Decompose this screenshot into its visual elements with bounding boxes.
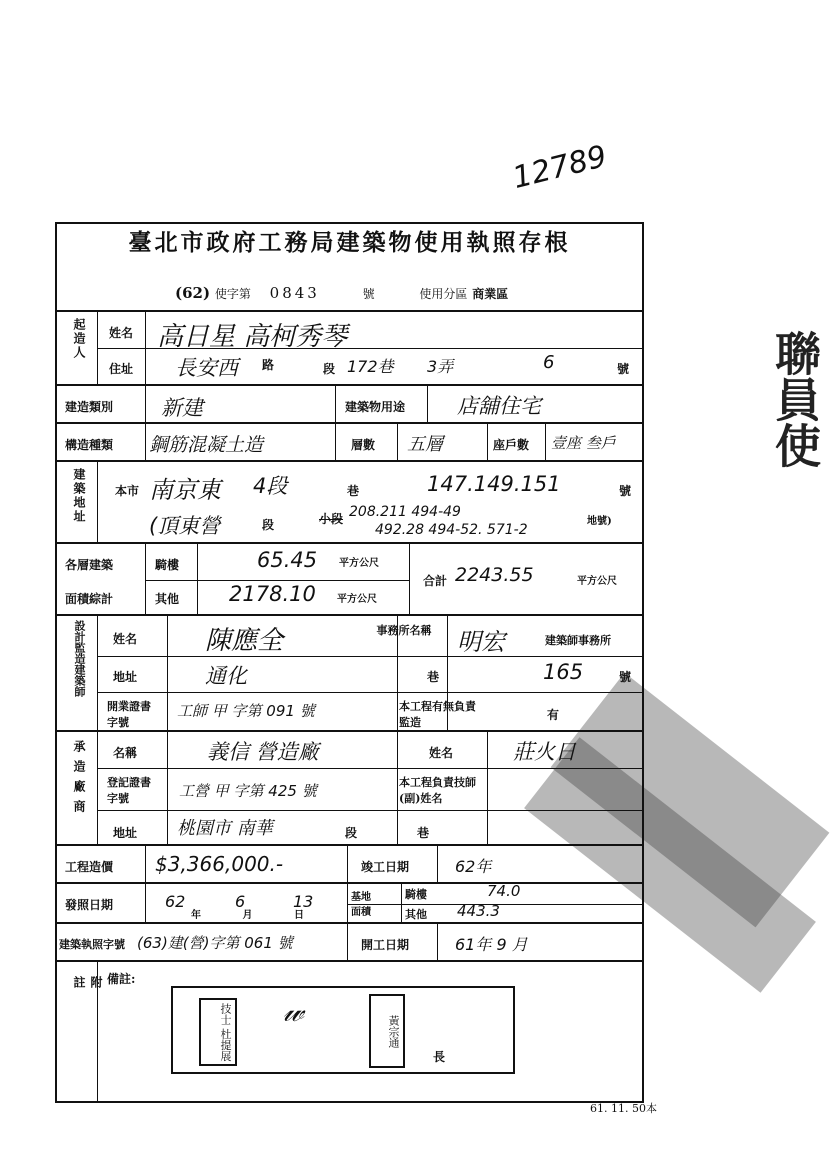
- architect-group-label: 設計監造建築師: [73, 620, 86, 697]
- notes-side-label: 附註: [72, 976, 103, 1058]
- supervision-value: 有: [547, 708, 560, 722]
- license-number-line: [175, 284, 508, 302]
- site-group-label: 建築地址: [72, 468, 86, 524]
- site-arcade-label: 騎樓: [405, 888, 427, 901]
- divider: [145, 846, 146, 884]
- handwritten-signature: 𝓌: [283, 994, 304, 1029]
- contractor-section-label: 段: [345, 826, 358, 840]
- zone-value: 商業區: [472, 287, 509, 301]
- address-label: 住址: [109, 362, 134, 376]
- applicant-number: 6: [543, 352, 555, 373]
- area-group-label-1: 各層建築: [65, 558, 114, 572]
- divider: [97, 616, 98, 732]
- divider: [145, 884, 146, 924]
- divider: [97, 692, 642, 693]
- divider: [145, 424, 146, 462]
- contractor-reg-label: 登記證書字號: [107, 776, 151, 805]
- category-label: 建造類別: [65, 400, 114, 414]
- divider: [397, 732, 398, 846]
- area-section: [57, 542, 642, 616]
- divider: [97, 768, 642, 769]
- architect-number-suffix: 號: [619, 670, 632, 684]
- architect-address-label: 地址: [113, 670, 138, 684]
- supervision-label: 本工程有無負責監造: [399, 700, 476, 729]
- land-section-label: 段: [262, 518, 275, 532]
- divider: [145, 312, 146, 386]
- cost-value: $3,366,000.-: [155, 852, 284, 876]
- divider: [167, 616, 168, 732]
- completion-value: 62年: [455, 857, 492, 876]
- total-unit: 平方公尺: [577, 576, 617, 587]
- applicant-name: 高日星 高柯秀琴: [157, 322, 348, 352]
- applicant-alley: 3弄: [427, 357, 454, 376]
- license-suffix: 號: [362, 287, 375, 301]
- building-license-label: 建築執照字號: [59, 938, 125, 951]
- site-section-number: 4段: [253, 474, 288, 498]
- contractor-reg-value: 工營 甲 字第 425 號: [179, 782, 317, 800]
- divider: [97, 312, 98, 386]
- divider: [427, 386, 428, 424]
- office-suffix: 建築師事務所: [545, 634, 611, 647]
- land-numbers-1: 208.211 494-49: [349, 504, 461, 520]
- issue-date-units: 年 月 日: [191, 910, 304, 921]
- office-label: 事務所名稱: [376, 624, 432, 637]
- road-label: 路: [262, 358, 275, 372]
- divider: [347, 924, 348, 962]
- issue-year: 62: [165, 892, 186, 911]
- remarks-label: 備註:: [107, 972, 136, 986]
- divider: [487, 732, 488, 846]
- arcade-area: 65.45: [257, 548, 318, 572]
- units-value: 壹座 叁戶: [551, 434, 616, 452]
- applicant-lane: 172巷: [347, 357, 394, 376]
- section-label: 段: [323, 362, 336, 376]
- land-small-section-label: 小段: [319, 512, 344, 526]
- divider: [97, 462, 98, 544]
- divider: [145, 580, 409, 581]
- zone-label: 使用分區: [419, 287, 468, 301]
- contractor-name-label: 名稱: [113, 746, 138, 760]
- divider: [335, 386, 336, 424]
- divider: [487, 424, 488, 462]
- license-form: [55, 222, 644, 1103]
- other-unit: 平方公尺: [337, 594, 377, 605]
- land-numbers-2: 492.28 494-52. 571-2: [375, 522, 528, 538]
- contractor-section: [57, 730, 642, 846]
- floors-value: 五層: [407, 434, 443, 455]
- land-suffix: 地號): [587, 516, 612, 527]
- chief-mark: 長: [433, 1050, 446, 1064]
- architect-name: 陳應全: [205, 626, 284, 656]
- license-prefix: (62): [175, 284, 211, 302]
- other-area: 2178.10: [229, 582, 316, 606]
- land-prefix: (頂東營: [149, 514, 221, 538]
- architect-name-label: 姓名: [113, 632, 138, 646]
- archive-number: 12789: [509, 138, 611, 197]
- divider: [409, 544, 410, 616]
- site-road: 南京東: [149, 476, 221, 504]
- license-word: 使字第: [214, 287, 251, 301]
- contractor-person: 莊火日: [513, 740, 576, 764]
- use-label: 建築物用途: [345, 400, 406, 414]
- office-name: 明宏: [457, 628, 505, 656]
- structure-row: [57, 422, 642, 462]
- arcade-unit: 平方公尺: [339, 558, 379, 569]
- notes-section: [57, 960, 642, 1103]
- issue-month: 6: [235, 892, 246, 911]
- site-arcade-area: 74.0: [487, 882, 521, 900]
- director-seal: 黃宗通: [369, 994, 405, 1068]
- divider: [545, 424, 546, 462]
- form-title: 臺北市政府工務局建築物使用執照存根: [128, 229, 571, 256]
- approval-stamp-box: [171, 986, 515, 1074]
- contractor-address-label: 地址: [113, 826, 138, 840]
- category-value: 新建: [161, 396, 203, 420]
- city-label: 本市: [115, 484, 140, 498]
- divider: [167, 732, 168, 846]
- building-license-row: [57, 922, 642, 962]
- floors-label: 層數: [351, 438, 376, 452]
- other-label: 其他: [155, 592, 180, 606]
- divider: [397, 424, 398, 462]
- site-area-label: 基地面積: [351, 892, 371, 918]
- print-run-note: 61. 11. 50本: [590, 1102, 657, 1115]
- divider: [437, 924, 438, 962]
- adjacent-page-edge-text: 聯員使: [768, 330, 822, 468]
- architect-number: 165: [543, 660, 584, 684]
- area-group-label-2: 面積綜計: [65, 592, 114, 606]
- site-hao-label: 號: [619, 484, 632, 498]
- license-number: 0843: [269, 284, 320, 302]
- issue-row: [57, 882, 642, 924]
- contractor-group-label: 承造廠商: [72, 740, 86, 820]
- units-label: 座戶數: [493, 438, 530, 452]
- divider: [97, 810, 642, 811]
- cost-label: 工程造價: [65, 860, 114, 874]
- name-label: 姓名: [109, 326, 134, 340]
- technician-seal: 技士 杜提展: [199, 998, 237, 1066]
- building-license-value: (63)建(營)字第 061 號: [137, 934, 293, 952]
- structure-label: 構造種類: [65, 438, 114, 452]
- start-date-label: 開工日期: [361, 938, 410, 952]
- architect-lane-label: 巷: [427, 670, 440, 684]
- contractor-name: 義信 營造廠: [207, 740, 319, 764]
- applicant-address: 長安西: [175, 356, 238, 380]
- issue-day: 13: [293, 892, 314, 911]
- structure-value: 鋼筋混凝土造: [149, 434, 264, 456]
- category-row: [57, 384, 642, 424]
- divider: [437, 846, 438, 884]
- arcade-label: 騎樓: [155, 558, 180, 572]
- use-value: 店舖住宅: [457, 394, 541, 418]
- architect-address: 通化: [205, 664, 247, 688]
- engineer-label: 本工程負責技師(副)姓名: [399, 776, 476, 805]
- issue-date-label: 發照日期: [65, 898, 114, 912]
- divider: [97, 732, 98, 846]
- contractor-person-label: 姓名: [429, 746, 454, 760]
- start-date-value: 61年 9 月: [455, 935, 528, 954]
- total-label: 合計: [423, 574, 448, 588]
- divider: [97, 656, 642, 657]
- contractor-address: 桃園市 南華: [177, 818, 273, 839]
- cost-row: [57, 844, 642, 884]
- total-area: 2243.55: [455, 564, 534, 586]
- divider: [347, 846, 348, 884]
- divider: [335, 424, 336, 462]
- hao-label: 號: [617, 362, 630, 376]
- site-other-area: 443.3: [457, 902, 500, 920]
- completion-label: 竣工日期: [361, 860, 410, 874]
- contractor-lane-label: 巷: [417, 826, 430, 840]
- applicant-section: [57, 310, 642, 386]
- site-section: [57, 460, 642, 544]
- site-numbers: 147.149.151: [427, 472, 561, 496]
- registration-label: 開業證書字號: [107, 700, 151, 729]
- registration-value: 工師 甲 字第 091 號: [177, 702, 315, 720]
- site-lane-label: 巷: [347, 484, 360, 498]
- architect-section: [57, 614, 642, 732]
- divider: [145, 386, 146, 424]
- applicant-group-label: 起造人: [72, 318, 86, 360]
- site-other-label: 其他: [405, 908, 427, 921]
